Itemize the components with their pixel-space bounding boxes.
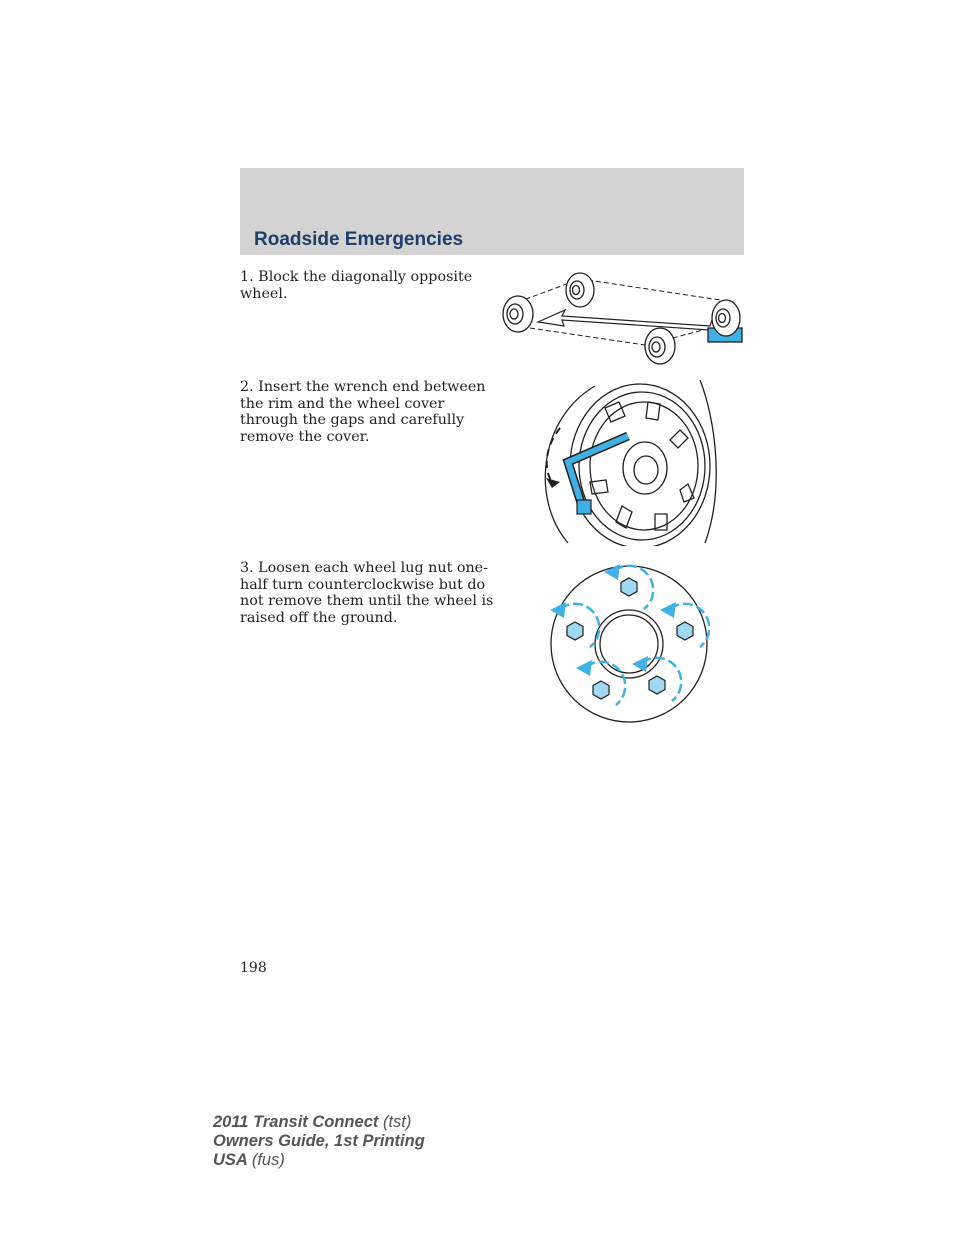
wheel-cover-removal-illustration (530, 378, 720, 546)
footer-line-2 (213, 1132, 425, 1151)
section-title: Roadside Emergencies (254, 229, 464, 250)
lug-nut-loosening-illustration (548, 563, 710, 725)
block-wheel-illustration (500, 270, 750, 370)
footer-guide: Owners Guide, 1st Printing (213, 1132, 425, 1150)
footer-model-code: (tst) (382, 1113, 412, 1131)
document-footer (213, 1113, 425, 1170)
step-2-text: 2. Insert the wrench end between the rim and the wheel cover through the gaps and carefully remove the cover. (240, 379, 486, 445)
step-3-text: 3. Loosen each wheel lug nut one-half turn counterclockwise but do not remove them until the wheel is raised off the ground. (240, 560, 494, 626)
page-number: 198 (240, 960, 267, 976)
footer-model: 2011 Transit Connect (213, 1113, 379, 1131)
step-1-text: 1. Block the diagonally opposite wheel. (240, 269, 473, 302)
footer-region-code: (fus) (251, 1151, 285, 1169)
footer-line-3 (213, 1151, 425, 1170)
footer-region: USA (213, 1151, 248, 1169)
footer-line-1 (213, 1113, 425, 1132)
